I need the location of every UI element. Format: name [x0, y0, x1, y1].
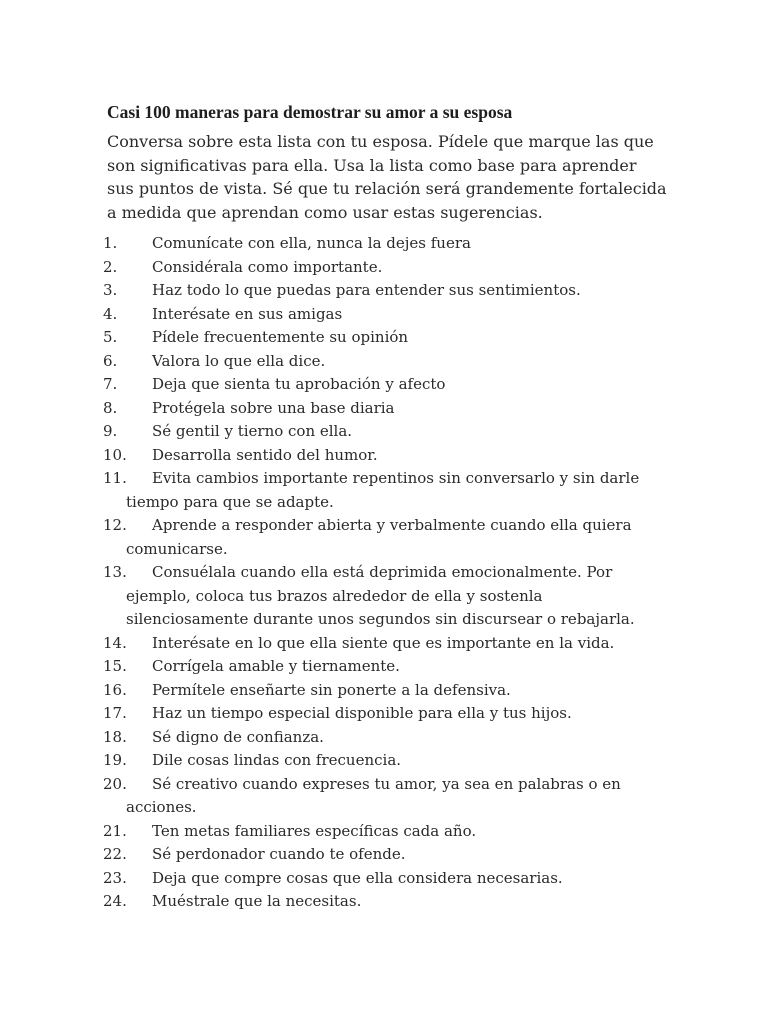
list-item [103, 561, 663, 632]
list-item-text: Sé perdonador cuando te ofende. [152, 845, 406, 863]
document-title: Casi 100 maneras para demostrar su amor a su esposa [107, 102, 513, 122]
list-item-number: 14. [103, 633, 127, 652]
list-item-text: Considérala como importante. [152, 257, 383, 276]
list-item [103, 655, 663, 679]
list-item-number: 12. [103, 516, 127, 534]
list-item-text: Permítele enseñarte sin ponerte a la defensiva. [152, 680, 511, 699]
list-item-number: 13. [103, 563, 127, 581]
list-item-number: 16. [103, 680, 127, 699]
list-item-number: 20. [103, 774, 127, 793]
list-item [103, 326, 663, 350]
list-item-text: Desarrolla sentido del humor. [152, 445, 378, 464]
list-item-number: 8. [103, 398, 118, 417]
list-item-text: Sé creativo cuando expreses tu amor, ya sea en palabras o en acciones. [126, 774, 621, 816]
list-item [103, 679, 663, 703]
list-item [103, 373, 663, 397]
list-item-text: Deja que sienta tu aprobación y afecto [152, 375, 446, 393]
list-item-text: Muéstrale que la necesitas. [152, 892, 362, 910]
list-item [103, 726, 663, 750]
list-item-number: 23. [103, 868, 127, 887]
list-item-text: Corrígela amable y tiernamente. [152, 657, 400, 675]
list-item-text: Evita cambios importante repentinos sin conversarlo y sin darle tiempo para que se adapte. [126, 469, 640, 511]
list-item [103, 303, 663, 327]
list-item [103, 397, 663, 421]
list-item-number: 11. [103, 469, 127, 487]
list-item [103, 467, 663, 514]
list-item-text: Ten metas familiares específicas cada año. [152, 821, 477, 840]
list-item [103, 232, 663, 256]
list-item-number: 10. [103, 445, 127, 464]
suggestion-list [103, 232, 663, 914]
list-item-text: Consuélala cuando ella está deprimida emocionalmente. Por ejemplo, coloca tus brazos alrededor de ella y sostenla silenciosamente durante unos segundos sin discursear o rebajarla. [126, 563, 635, 628]
list-item [103, 279, 663, 303]
list-item [103, 632, 663, 656]
list-item-text: Sé digno de confianza. [152, 727, 324, 746]
list-item [103, 890, 663, 914]
list-item-text: Pídele frecuentemente su opinión [152, 328, 409, 346]
list-item-number: 21. [103, 821, 127, 840]
list-item-text: Sé gentil y tierno con ella. [152, 422, 353, 440]
list-item-number: 17. [103, 704, 127, 722]
list-item [103, 749, 663, 773]
list-item-text: Haz un tiempo especial disponible para ella y tus hijos. [152, 704, 572, 722]
list-item [103, 702, 663, 726]
list-item [103, 820, 663, 844]
list-item-number: 9. [103, 422, 118, 440]
list-item-number: 1. [103, 234, 118, 252]
list-item-text: Haz todo lo que puedas para entender sus sentimientos. [152, 281, 581, 299]
list-item [103, 350, 663, 374]
list-item-text: Comunícate con ella, nunca la dejes fuera [152, 234, 471, 252]
list-item [103, 420, 663, 444]
list-item-number: 4. [103, 304, 118, 323]
list-item-number: 22. [103, 845, 127, 863]
list-item-text: Valora lo que ella dice. [152, 351, 326, 370]
list-item-number: 2. [103, 257, 118, 276]
list-item-number: 3. [103, 281, 118, 299]
list-item-number: 18. [103, 727, 127, 746]
list-item-number: 5. [103, 328, 118, 346]
list-item [103, 444, 663, 468]
list-item-text: Deja que compre cosas que ella considera necesarias. [152, 868, 563, 887]
list-item-text: Protégela sobre una base diaria [152, 398, 395, 417]
list-item-text: Interésate en lo que ella siente que es importante en la vida. [152, 633, 615, 652]
list-item-text: Interésate en sus amigas [152, 304, 343, 323]
list-item-number: 15. [103, 657, 127, 675]
intro-paragraph: Conversa sobre esta lista con tu esposa. Pídele que marque las que son significativas para ella. Usa la lista como base para aprender sus puntos de vista. Sé que tu relación será grandemente fortalecida a medida que aprendan como usar estas sugerencias. [107, 132, 667, 222]
list-item [103, 867, 663, 891]
list-item-text: Dile cosas lindas con frecuencia. [152, 751, 402, 769]
list-item [103, 514, 663, 561]
list-item-number: 24. [103, 892, 127, 910]
list-item-number: 6. [103, 351, 118, 370]
list-item-text: Aprende a responder abierta y verbalmente cuando ella quiera comunicarse. [126, 516, 632, 558]
list-item [103, 843, 663, 867]
list-item [103, 773, 663, 820]
list-item-number: 19. [103, 751, 127, 769]
list-item [103, 256, 663, 280]
list-item-number: 7. [103, 375, 118, 393]
